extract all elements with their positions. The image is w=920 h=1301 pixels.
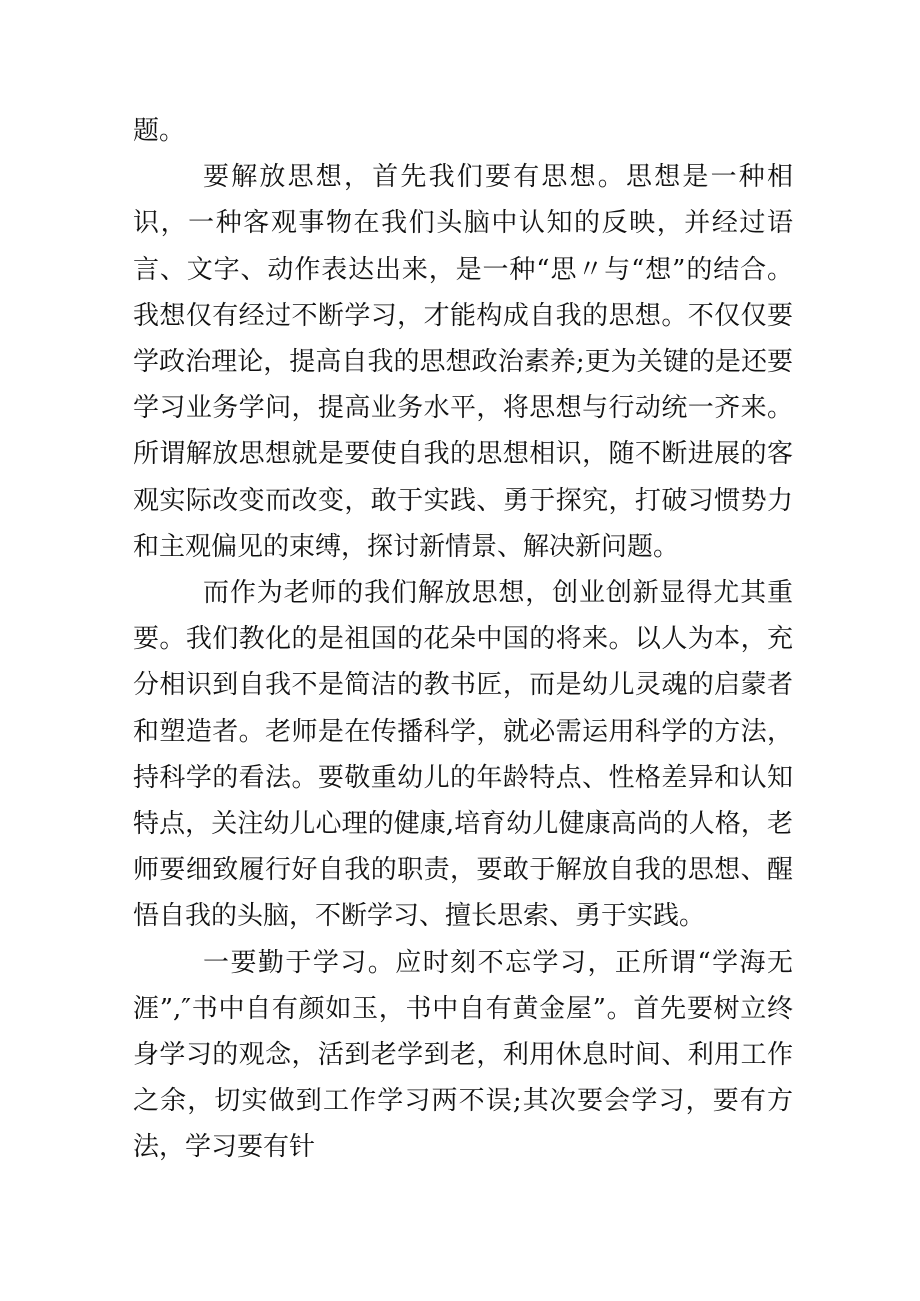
paragraph-emancipate-thought: 要解放思想，首先我们要有思想。思想是一种相识，一种客观事物在我们头脑中认知的反映，并经过语言、文字、动作表达出来，是一种“思〃与“想”的结合。我想仅有经过不断学习，才能构成自我的思想。不仅仅要学政治理论，提高自我的思想政治素养;更为关键的是还要学习业务学问，提高业务水平，将思想与行动统一齐来。所谓解放思想就是要使自我的思想相识，随不断进展的客观实际改变而改变，敢于实践、勇于探究，打破习惯势力和主观偏见的束缚，探讨新情景、解决新问题。 (133, 162, 793, 562)
paragraph-teacher-role: 而作为老师的我们解放思想，创业创新显得尤其重要。我们教化的是祖国的花朵中国的将来。以人为本，充分相识到自我不是简洁的教书匠，而是幼儿灵魂的启蒙者和塑造者。老师是在传播科学，就必需运用科学的方法，持科学的看法。要敬重幼儿的年龄特点、性格差异和认知特点，关注幼儿心理的健康,培育幼儿健康高尚的人格，老师要细致履行好自我的职责，要敢于解放自我的思想、醒悟自我的头脑，不断学习、擅长思索、勇于实践。 (133, 578, 793, 932)
paragraph-diligent-study: 一要勤于学习。应时刻不忘学习，正所谓“学海无涯”,″书中自有颜如玉，书中自有黄金屋”。首先要树立终身学习的观念，活到老学到老，利用休息时间、利用工作之余，切实做到工作学习两不误;其次要会学习，要有方法，学习要有针 (133, 947, 793, 1163)
paragraph-continuation: 题。 (133, 116, 186, 146)
document-body (133, 108, 793, 1171)
